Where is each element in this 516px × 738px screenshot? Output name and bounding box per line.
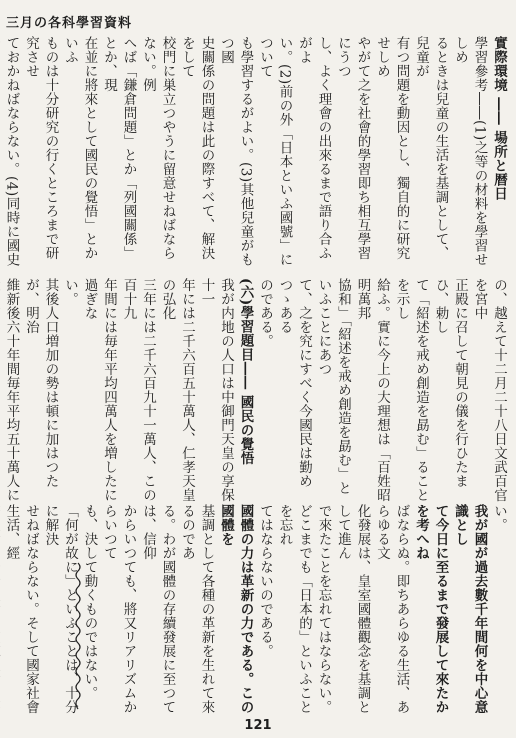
line-bot-12: も、決して動くものではない。: [81, 504, 98, 700]
wavy-divider: [74, 563, 82, 709]
line-mid2-3: 年間には毎年平均四萬人を増したに過ぎな: [81, 278, 117, 502]
section-heading-environment: 實際環境 ―― 場所と暦日: [491, 36, 507, 201]
line-bot-14: せねばならない。そして國家社會生活、經: [3, 504, 39, 714]
line-top-2: 有つ問題を動因とし、獨自的に研究せしめ: [374, 36, 410, 260]
line-bot-11: からいつても、將又リアリズムからいつて: [101, 504, 137, 714]
line-top-12: ておかねばならない。(4)同時に國史: [3, 36, 20, 267]
line-bot-3: ばならぬ。即ちあらゆる生活、あらゆる文: [374, 504, 410, 714]
line-top-10: 在並に將來として國民の覺悟」とかいふ: [62, 36, 98, 260]
line-top-6: も學習するがよい。(3)其他兒童がもつ國: [218, 36, 254, 267]
line-bot-6: どこまでも「日本的」といふことを忘れ: [276, 504, 312, 714]
section-heading-nation: (六)學習題目―― 國民の覺悟: [237, 278, 254, 465]
line-top-1: るときは兒童の生活を基調として、兒童が: [413, 36, 449, 260]
running-head: 三月の各科學習資料: [6, 16, 133, 31]
line-bot-9: 基調として各種の革新を生れて來るのであ: [179, 504, 215, 714]
line-mid2-5: 其後人口増加の勢は頓に加はつたが、明治: [23, 278, 59, 488]
line-mid-1: 正殿に召して朝見の儀を行ひたまひ、勅し: [432, 278, 468, 488]
page-number: 121: [244, 718, 272, 733]
line-bot-8: 國體の力は革新の力である。この國體を: [218, 504, 254, 714]
line-mid2-2: 三年には二千六百九十一萬人、この百十九: [120, 278, 156, 502]
line-top-3: やがて之を社會的學習即ち相互學習にうつ: [335, 36, 371, 260]
text-band-top: [3, 36, 508, 272]
line-mid2-0: 我が内地の人口は中御門天皇の享保十一: [198, 278, 234, 502]
line-top-0: 學習參考――(1)之等の材料を學習せしめ: [452, 36, 488, 267]
line-bot-15: [0, 504, 1, 714]
line-mid-3: 給ふ。實に今上の大理想は「百姓昭明萬邦: [354, 278, 390, 502]
line-mid2-6: 維新後六十年間毎年平均五十萬人に: [3, 278, 20, 502]
line-bot-2: て今日に至るまで發展して來たかを考へね: [413, 504, 449, 714]
line-top-9: へば「鎌倉問題」とか「列國關係」とか、現: [101, 36, 137, 260]
line-mid-4: 協和」「紹述を戒め創造を勗む」といふことにあつ: [315, 278, 351, 496]
text-band-middle: [3, 278, 508, 502]
line-mid-2: て「紹述を戒め創造を勗む」ることを示し: [393, 278, 429, 502]
line-bot-10: る。わが國體の存續發展に至つては、信仰: [140, 504, 176, 714]
line-top-5: い。(2)前の外「日本といふ國號」について: [257, 36, 293, 267]
line-bot-5: で來たことを忘れてはならない。: [315, 504, 332, 714]
line-mid-0: の、越えて十二月二十八日文武百官を宮中: [471, 278, 507, 502]
line-bot-7: てはならないのである。: [257, 504, 273, 658]
line-top-7: 史關係の問題は此の際すべて、解決をして: [179, 36, 215, 260]
line-bot-13: 「何が故に」といふことは、十分に解決: [42, 504, 78, 714]
text-band-bottom: [3, 504, 508, 714]
line-bot-0: い。: [491, 504, 507, 532]
line-top-8: 校門に巣立つやうに留意せねばならない。例: [140, 36, 176, 260]
line-mid-6: のである。: [257, 278, 273, 348]
line-bot-4: 化發展は、皇室國體觀念を基調として進ん: [335, 504, 371, 714]
line-mid-5: て、之を究にすべく今國民は勤めつゝある: [276, 278, 312, 488]
line-mid2-1: 年には二千六百五十萬人、仁孝天皇の弘化: [159, 278, 195, 502]
line-mid2-4: い。: [62, 278, 78, 306]
line-bot-1: 我が國が過去數千年間何を中心意識とし: [452, 504, 488, 714]
line-top-11: ものは十分研究の行くところまで研究させ: [23, 36, 59, 260]
line-top-4: し、よく理會の出來るまで語り合ふがよ: [296, 36, 332, 260]
